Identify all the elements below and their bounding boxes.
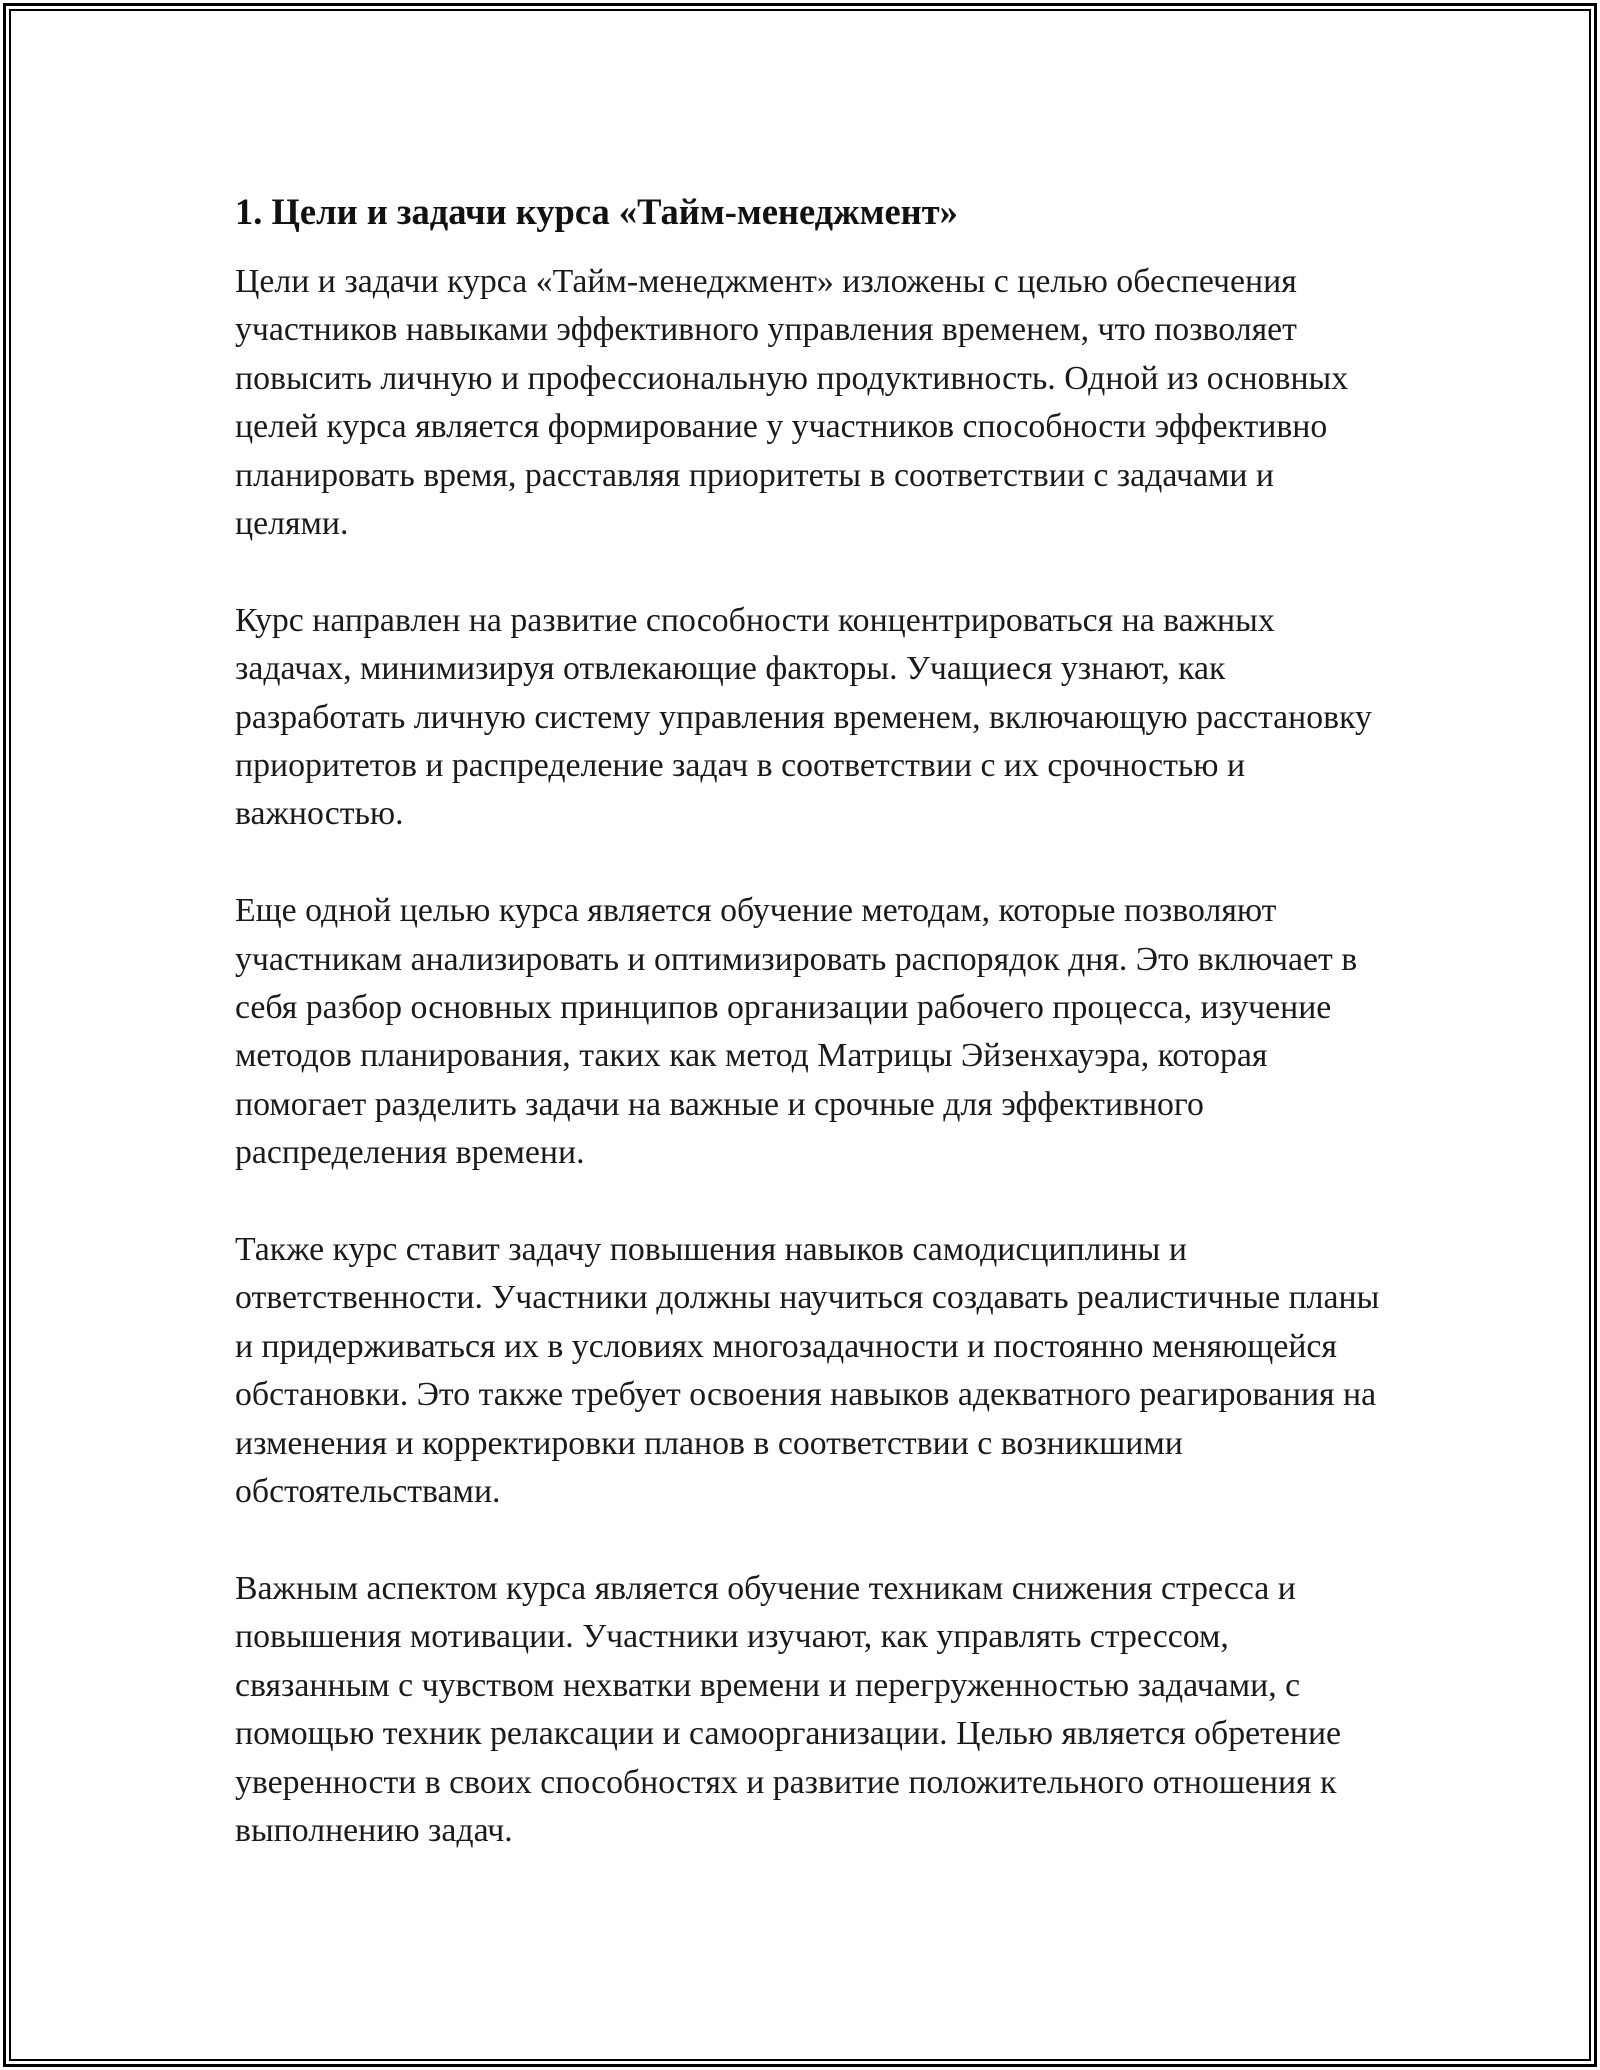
paragraph-methods: Еще одной целью курса является обучение методам, которые позволяют участникам анализировать и оптимизировать распорядок дня. Это включает в себя разбор основных принципов организации рабочего процесса, изучение методов планирования, таких как метод Матрицы Эйзенхауэра, которая помогает разделить задачи на важные и срочные для эффективного распределения времени. [235, 892, 1358, 1172]
paragraph-concentration: Курс направлен на развитие способности концентрироваться на важных задачах, минимизируя отвлекающие факторы. Учащиеся узнают, как разработать личную систему управления временем, включающую расстановку приоритетов и распределение задач в соответствии с их срочностью и важностью. [235, 601, 1372, 833]
section-heading: 1. Цели и задачи курса «Тайм-менеджмент» [235, 191, 958, 232]
paragraph-goals-intro: Цели и задачи курса «Тайм-менеджмент» изложены с целью обеспечения участников навыками эффективного управления временем, что позволяет повысить личную и профессиональную продуктивность. Одной из основных целей курса является формирование у участников способности эффективно планировать время, расставляя приоритеты в соответствии с задачами и целями. [235, 263, 1349, 543]
paragraph-self-discipline: Также курс ставит задачу повышения навыков самодисциплины и ответственности. Участники должны научиться создавать реалистичные планы и придерживаться их в условиях многозадачности и постоянно меняющейся обстановки. Это также требует освоения навыков адекватного реагирования на изменения и корректировки планов в соответствии с возникшими обстоятельствами. [235, 1231, 1380, 1511]
paragraph-stress: Важным аспектом курса является обучение техникам снижения стресса и повышения мотивации. Участники изучают, как управлять стрессом, связанным с чувством нехватки времени и перегруженностью задачами, с помощью техник релаксации и самоорганизации. Целью является обретение уверенности в своих способностях и развитие положительного отношения к выполнению задач. [235, 1569, 1342, 1849]
document-body [235, 188, 1385, 1855]
